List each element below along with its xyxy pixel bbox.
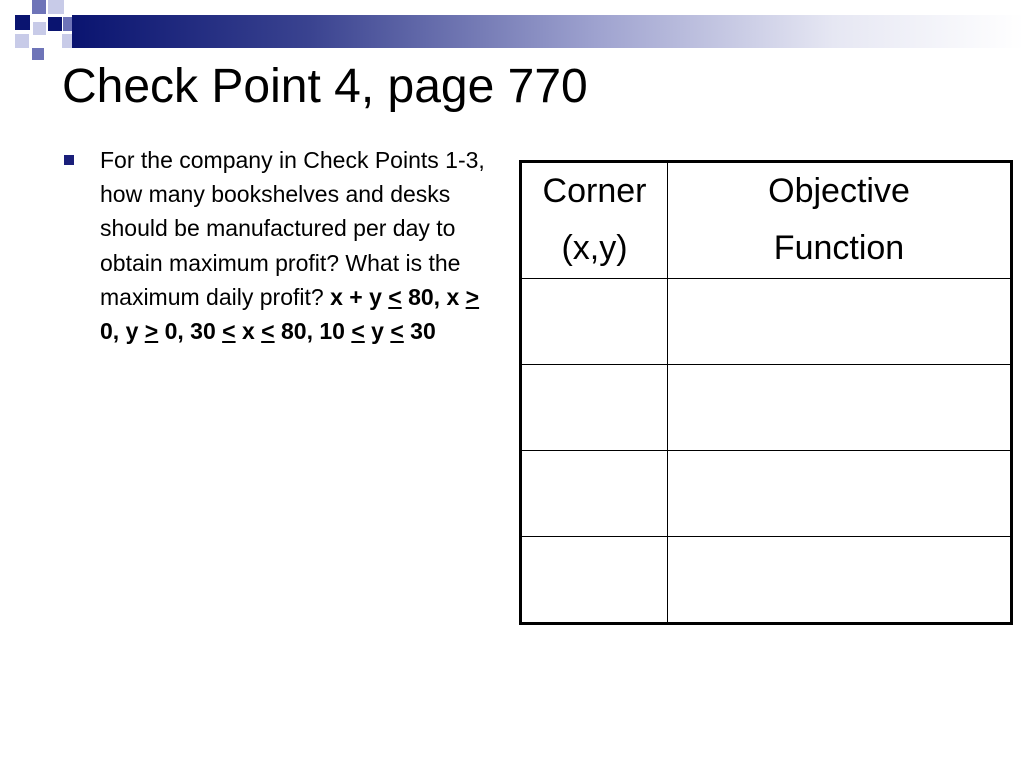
title-gradient-bar xyxy=(72,15,1024,48)
decor-square-navy xyxy=(48,17,62,31)
bullet-square-icon xyxy=(64,155,74,165)
slide-title: Check Point 4, page 770 xyxy=(62,60,588,113)
table-row xyxy=(521,279,1012,365)
table-cell-objective xyxy=(668,451,1012,537)
table-cell-corner xyxy=(521,365,668,451)
question-text: For the company in Check Points 1-3, how many bookshelves and desks should be manufactured per day to obtain maximum profit? What is the maximum daily profit? xyxy=(100,147,485,310)
decor-square-mid xyxy=(32,48,44,60)
table-cell-objective xyxy=(668,279,1012,365)
table-header-row xyxy=(521,162,1012,279)
header-objective-function: Objective Function xyxy=(668,162,1012,279)
table-cell-objective xyxy=(668,537,1012,624)
decor-square-navy xyxy=(15,15,30,30)
bullet-text xyxy=(100,143,492,348)
decor-square-pale xyxy=(48,0,64,14)
decor-square-pale xyxy=(33,22,46,35)
header-corner: Corner (x,y) xyxy=(521,162,668,279)
bullet-list xyxy=(62,143,492,348)
table-cell-corner xyxy=(521,451,668,537)
table-row xyxy=(521,537,1012,624)
table-cell-corner xyxy=(521,537,668,624)
decor-square-pale xyxy=(15,34,29,48)
table-cell-corner xyxy=(521,279,668,365)
table-row xyxy=(521,365,1012,451)
constraints-text: x + y < 80, x > 0, y > 0, 30 < x < 80, 10 < y < 30 xyxy=(100,283,480,345)
table-cell-objective xyxy=(668,365,1012,451)
decor-square-mid xyxy=(63,17,72,31)
table-row xyxy=(521,451,1012,537)
decor-square-pale xyxy=(62,34,72,48)
decor-square-mid xyxy=(32,0,46,14)
corner-point-table xyxy=(519,160,1013,625)
